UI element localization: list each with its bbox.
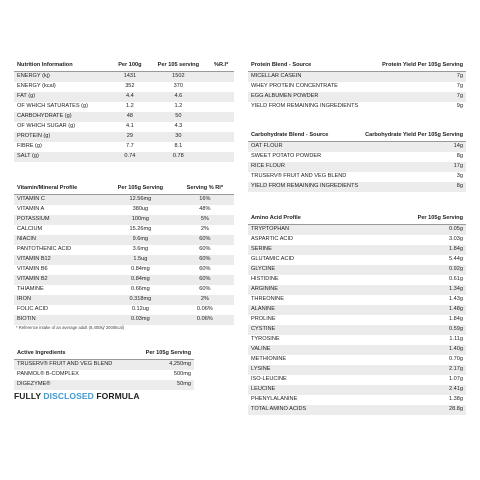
table-row	[14, 122, 234, 132]
cell-value: 1.2	[174, 103, 183, 110]
cell-value: 1.84g	[367, 245, 467, 255]
column-header: Vitamin/Mineral Profile	[14, 183, 105, 195]
reference-intake-note: * Reference intake of an average adult (8,400kj/ 2000kcal)	[16, 325, 125, 330]
table-row	[14, 92, 234, 102]
cell-value: 0.74	[111, 152, 148, 162]
cell-value: 0.03mg	[105, 315, 176, 325]
row-label: TRYPTOPHAN	[248, 225, 367, 236]
table-row	[14, 275, 234, 285]
table-row	[248, 245, 466, 255]
cell-value: 2.41g	[367, 385, 467, 395]
table-row	[248, 395, 466, 405]
cell-value: 0.70g	[449, 356, 463, 363]
cell-value: 0.05g	[367, 225, 467, 236]
cell-value: 29	[111, 132, 148, 142]
table-row	[14, 245, 234, 255]
table-row	[14, 152, 234, 162]
column-header: %R.I*	[208, 60, 234, 72]
table-row	[14, 82, 234, 92]
column-header: Serving % RI*	[176, 183, 234, 195]
cell-value: 0.12ug	[131, 306, 149, 313]
cell-value: 1.2	[125, 103, 134, 110]
column-header: Protein Blend - Source	[248, 60, 371, 72]
cell-value: 1.07g	[449, 376, 463, 383]
row-label: WHEY PROTEIN CONCENTRATE	[251, 83, 338, 90]
cell-value	[208, 122, 234, 132]
table-row	[14, 112, 234, 122]
row-label: ALANINE	[248, 305, 367, 315]
row-label: ISO-LEUCINE	[251, 376, 287, 383]
cell-value: 15.26mg	[129, 226, 152, 233]
row-label: ENERGY (kj)	[14, 72, 111, 83]
table-header-row	[14, 183, 234, 195]
table-row	[14, 285, 234, 295]
table-row	[248, 315, 466, 325]
row-label: VITAMIN A	[17, 206, 45, 213]
cell-value	[208, 92, 234, 102]
table-row	[14, 195, 234, 206]
table-row	[248, 265, 466, 275]
column-header: Per 105 serving	[148, 60, 208, 72]
row-label: HISTIDINE	[251, 276, 279, 283]
row-label: VITAMIN B2	[14, 275, 105, 285]
cell-value: 7.7	[125, 143, 134, 150]
table-row	[248, 235, 466, 245]
cell-value: 2%	[200, 226, 209, 233]
table-row	[14, 215, 234, 225]
cell-value: 60%	[176, 255, 234, 265]
table-header-row	[248, 130, 466, 142]
cell-value: 0.06%	[196, 306, 213, 313]
row-label: ARGININE	[248, 285, 367, 295]
cell-value: 14g	[362, 142, 466, 153]
row-label: CARBOHYDRATE (g)	[14, 112, 111, 122]
cell-value	[208, 82, 234, 92]
cell-value: 0.84mg	[131, 266, 150, 273]
row-label: THIAMINE	[17, 286, 44, 293]
table-row	[14, 315, 234, 325]
cell-value	[208, 72, 234, 83]
cell-value: 60%	[176, 235, 234, 245]
table-row	[248, 102, 466, 112]
cell-value: 3g	[456, 173, 463, 180]
table-row	[14, 142, 234, 152]
cell-value: 4.3	[174, 123, 183, 130]
column-header: Active Ingredients	[14, 348, 133, 360]
cell-value: 7g	[456, 83, 463, 90]
formula-word-fully: FULLY	[14, 391, 44, 401]
cell-value: 16%	[176, 195, 234, 206]
row-label: NIACIN	[14, 235, 105, 245]
table-row	[248, 405, 466, 415]
row-label: PANMOL® B-COMPLEX	[17, 371, 79, 378]
cell-value: 0.318mg	[105, 295, 176, 305]
table-row	[248, 365, 466, 375]
row-label: TRUSERV® FRUIT AND VEG BLEND	[251, 173, 347, 180]
cell-value: 60%	[199, 246, 211, 253]
row-label: PHENYLALANINE	[251, 396, 298, 403]
table-row	[14, 132, 234, 142]
row-label: CYSTINE	[248, 325, 367, 335]
carbohydrate-blend-table	[248, 130, 466, 192]
row-label: OF WHICH SATURATES (g)	[17, 103, 88, 110]
cell-value: 7g	[371, 92, 466, 102]
formula-word-disclosed: DISCLOSED	[43, 391, 94, 401]
row-label: GLUTAMIC ACID	[251, 256, 295, 263]
row-label: BIOTIN	[14, 315, 105, 325]
table-row	[248, 345, 466, 355]
column-header: Amino Acid Profile	[248, 213, 367, 225]
cell-value: 2.17g	[367, 365, 467, 375]
table-row	[14, 295, 234, 305]
table-row	[248, 275, 466, 285]
table-row	[14, 235, 234, 245]
table-row	[248, 335, 466, 345]
row-label: POTASSIUM	[14, 215, 105, 225]
cell-value: 60%	[199, 266, 211, 273]
row-label: OAT FLOUR	[248, 142, 362, 153]
fully-disclosed-formula-heading	[14, 391, 140, 401]
cell-value: 1.84g	[449, 316, 463, 323]
table-row	[248, 152, 466, 162]
cell-value: 1502	[148, 72, 208, 83]
table-row	[248, 72, 466, 83]
table-row	[248, 295, 466, 305]
vitamin-mineral-table	[14, 183, 234, 325]
table-row	[14, 380, 194, 390]
row-label: EGG ALBUMEN POWDER	[248, 92, 371, 102]
cell-value: 48	[111, 112, 148, 122]
cell-value: 500mg	[173, 371, 191, 378]
row-label: OF WHICH SUGAR (g)	[17, 123, 76, 130]
cell-value: 0.84mg	[105, 275, 176, 285]
table-row	[14, 102, 234, 112]
row-label: TOTAL AMINO ACIDS	[248, 405, 367, 415]
column-header: Per 105g Serving	[133, 348, 194, 360]
table-header-row	[248, 213, 466, 225]
column-header: Nutrition Information	[14, 60, 111, 72]
row-label: IRON	[14, 295, 105, 305]
cell-value: 0.06%	[176, 315, 234, 325]
table-row	[248, 162, 466, 172]
cell-value: 5%	[176, 215, 234, 225]
row-label: YIELD FROM REMAINING INGREDIENTS	[248, 182, 362, 192]
row-label: GLYCINE	[248, 265, 367, 275]
cell-value: 1.40g	[367, 345, 467, 355]
row-label: SALT (g)	[14, 152, 111, 162]
table-row	[14, 72, 234, 83]
cell-value: 1.48g	[367, 305, 467, 315]
row-label: FOLIC ACID	[17, 306, 49, 313]
column-header: Protein Yield Per 105g Serving	[371, 60, 466, 72]
table-row	[248, 92, 466, 102]
row-label: PROTEIN (g)	[14, 132, 111, 142]
table-header-row	[14, 60, 234, 72]
cell-value: 3.03g	[449, 236, 463, 243]
row-label: TRUSERV® FRUIT AND VEG BLEND	[14, 360, 133, 371]
cell-value: 60%	[199, 286, 211, 293]
table-row	[248, 305, 466, 315]
cell-value: 2%	[176, 295, 234, 305]
row-label: VALINE	[248, 345, 367, 355]
cell-value: 1.38g	[449, 396, 463, 403]
cell-value: 50mg	[133, 380, 194, 390]
row-label: YIELD FROM REMAINING INGREDIENTS	[251, 103, 359, 110]
row-label: FIBRE (g)	[17, 143, 42, 150]
cell-value: 48%	[199, 206, 211, 213]
table-row	[248, 225, 466, 236]
row-label: LYSINE	[248, 365, 367, 375]
table-row	[14, 205, 234, 215]
cell-value: 1.43g	[449, 296, 463, 303]
table-row	[248, 325, 466, 335]
row-label: VITAMIN B12	[14, 255, 105, 265]
row-label: ENERGY (kcal)	[17, 83, 56, 90]
table-row	[248, 355, 466, 365]
cell-value: 8g	[362, 182, 466, 192]
column-header: Carbohydrate Yield Per 105g Serving	[362, 130, 466, 142]
cell-value: 380ug	[132, 206, 149, 213]
table-row	[248, 142, 466, 153]
cell-value	[208, 112, 234, 122]
cell-value: 1.5ug	[105, 255, 176, 265]
table-row	[248, 385, 466, 395]
cell-value: 4.6	[148, 92, 208, 102]
cell-value: 4.4	[111, 92, 148, 102]
row-label: SERINE	[248, 245, 367, 255]
row-label: ASPARTIC ACID	[251, 236, 294, 243]
row-label: VITAMIN C	[14, 195, 105, 206]
protein-blend-table	[248, 60, 466, 112]
cell-value	[208, 142, 234, 152]
cell-value: 1.11g	[449, 336, 463, 343]
cell-value: 0.59g	[367, 325, 467, 335]
formula-word-formula: FORMULA	[93, 391, 140, 401]
cell-value: 0.66mg	[131, 286, 150, 293]
cell-value	[208, 102, 234, 112]
cell-value: 1431	[111, 72, 148, 83]
table-row	[14, 370, 194, 380]
row-label: VITAMIN B6	[17, 266, 48, 273]
table-row	[248, 255, 466, 265]
nutrition-table	[14, 60, 234, 162]
cell-value: 1.34g	[367, 285, 467, 295]
table-row	[14, 265, 234, 275]
table-row	[248, 375, 466, 385]
active-ingredients-table	[14, 348, 194, 390]
cell-value: 30	[148, 132, 208, 142]
table-row	[248, 82, 466, 92]
row-label: PROLINE	[251, 316, 276, 323]
column-header: Carbohydrate Blend - Source	[248, 130, 362, 142]
row-label: SWEET POTATO POWDER	[251, 153, 322, 160]
table-row	[248, 172, 466, 182]
cell-value: 0.61g	[449, 276, 463, 283]
row-label: METHIONINE	[251, 356, 287, 363]
cell-value	[208, 132, 234, 142]
row-label: DIGEZYME®	[14, 380, 133, 390]
table-row	[248, 182, 466, 192]
row-label: PANTOTHENIC ACID	[17, 246, 72, 253]
cell-value	[208, 152, 234, 162]
cell-value: 0.92g	[367, 265, 467, 275]
cell-value: 100mg	[105, 215, 176, 225]
cell-value: 370	[173, 83, 184, 90]
table-row	[14, 305, 234, 315]
cell-value: 9g	[456, 103, 463, 110]
row-label: MICELLAR CASEIN	[248, 72, 371, 83]
table-row	[14, 360, 194, 371]
cell-value: 4.1	[125, 123, 134, 130]
cell-value: 352	[125, 83, 135, 90]
row-label: RICE FLOUR	[248, 162, 362, 172]
cell-value: 60%	[176, 275, 234, 285]
amino-acid-table	[248, 213, 466, 415]
column-header: Per 105g Serving	[105, 183, 176, 195]
cell-value: 7g	[371, 72, 466, 83]
table-row	[248, 285, 466, 295]
cell-value: 50	[148, 112, 208, 122]
cell-value: 8.1	[174, 143, 183, 150]
cell-value: 0.78	[148, 152, 208, 162]
row-label: CALCIUM	[17, 226, 43, 233]
row-label: LEUCINE	[248, 385, 367, 395]
table-row	[14, 225, 234, 235]
row-label: FAT (g)	[14, 92, 111, 102]
column-header: Per 105g Serving	[367, 213, 467, 225]
row-label: THREONINE	[251, 296, 284, 303]
cell-value: 5.44g	[449, 256, 463, 263]
table-header-row	[248, 60, 466, 72]
cell-value: 8g	[456, 153, 463, 160]
cell-value: 9.6mg	[105, 235, 176, 245]
cell-value: 28.8g	[367, 405, 467, 415]
table-row	[14, 255, 234, 265]
cell-value: 3.6mg	[132, 246, 149, 253]
row-label: TYROSINE	[251, 336, 280, 343]
column-header: Per 100g	[111, 60, 148, 72]
cell-value: 17g	[362, 162, 466, 172]
cell-value: 4,250mg	[133, 360, 194, 371]
table-header-row	[14, 348, 194, 360]
cell-value: 12.56mg	[105, 195, 176, 206]
